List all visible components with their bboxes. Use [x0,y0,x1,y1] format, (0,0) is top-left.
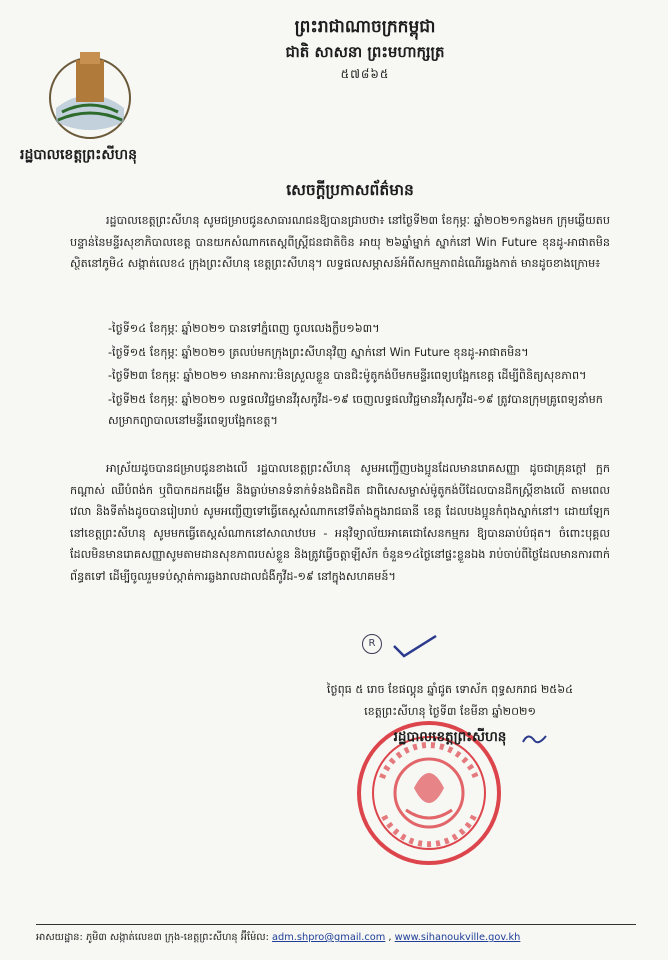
solar-date: ខេត្តព្រះសីហនុ ថ្ងៃទី៣ ខែមីនា ឆ្នាំ២០២១ [364,705,536,718]
timeline-item: -ថ្ងៃទី២៥ ខែកុម្ភៈ ឆ្នាំ២០២១ លទ្ធផលវិជ្ជមានវីរុសកូវីដ-១៩ ចេញលទ្ធផលវិជ្ជមានវីរុសកូវីដ-១៩ ត្រូវបានក្រុមគ្រូពេទ្យនាំមកសម្រាកព្យាបាលនៅមន្ទីរពេទ្យបង្អែកខេត្ត។ [108,392,603,427]
timeline-list [108,318,610,434]
lunar-date: ថ្ងៃពុធ ៥ រោច ខែផល្គុន ឆ្នាំជូត ទោស័ក ពុទ្ធសករាជ ២៥៦៤ [326,683,574,696]
email-link[interactable]: adm.shpro@gmail.com [272,932,386,943]
footer-separator: , [385,932,395,943]
province-logo [42,42,138,142]
ornament-divider: ៥៧៨៦៥ [340,67,390,81]
timeline-item: -ថ្ងៃទី១៥ ខែកុម្ភៈ ឆ្នាំ២០២១ ត្រលប់មកក្រុងព្រះសីហនុវិញ ស្នាក់នៅ Win Future ខុនដូ-អាផាតមិន។ [108,345,529,359]
timeline-item: -ថ្ងៃទី២៣ ខែកុម្ភៈ ឆ្នាំ២០២១ មានអាការៈមិនស្រួលខ្លួន បានជិះម៉ូតូកង់បីមកមន្ទីរពេទ្យបង្អែកខេត្ត ដើម្បីពិនិត្យសុខភាព។ [108,369,587,382]
footer-address: អាសយដ្ឋាន: ភូមិ៣ សង្កាត់លេខ៣ ក្រុង-ខេត្តព្រះសីហនុ អ៊ីម៉ែល: [36,932,273,943]
check-icon [390,632,440,662]
document-title: សេចក្តីប្រកាសព័ត៌មាន [286,180,414,199]
initial-mark: R [362,634,382,654]
footer-contact [36,930,656,946]
issuing-authority: រដ្ឋបាលខេត្តព្រះសីហនុ [20,147,137,163]
timeline-item: -ថ្ងៃទី១៤ ខែកុម្ភៈ ឆ្នាំ២០២១ បានទៅភ្នំពេញ ចូលលេងក្លឹប១៦៣។ [108,322,380,335]
signing-authority: រដ្ឋបាលខេត្តព្រះសីហនុ [393,729,507,745]
advisory-paragraph: អាស្រ័យដូចបានជម្រាបជូនខាងលើ រដ្ឋបាលខេត្តព្រះសីហនុ សូមអញ្ជើញបងប្អូនដែលមានរោគសញ្ញា ដូចជាគ្រុនក្តៅ ក្អក កណ្តាស់ ឈឺបំពង់ក ឬពិបាកដកដង្ហើម និងធ្លាប់មានទំនាក់ទំនងជិតដិត ជាពិសេសម្ចាស់ម៉ូតូកង់បីដែលបានដឹកស្ត្រីខាងលើ តាមពេលវេលា និងទីតាំងដូចបានរៀបរាប់ សូមអញ្ជើញទៅធ្វើតេស្តសំណាកនៅទីតាំងក្នុងរាជធានី ខេត្ត ដែលបងប្អូនកំពុងស្នាក់នៅ។ ដោយឡែកនៅខេត្តព្រះសីហនុ សូមមកធ្វើតេស្តសំណាកនៅសាលាឋបម - អនុវិទ្យាល័យអាគេជោសែនកម្មករ ឱ្យបានឆាប់បំផុត។ ចំពោះបុគ្គលដែលមិនមានរោគសញ្ញាសូមតាមដានសុខភាពរបស់ខ្លួន និងត្រូវធ្វើចត្តាឡីស័ក ចំនួន១៤ថ្ងៃនៅផ្ទះខ្លួនឯង រាប់ចាប់ពីថ្ងៃដែលមានការពាក់ព័ន្ធតទៅ ដើម្បីចូលរួមទប់ស្កាត់ការឆ្លងរាលដាលជំងឺកូវីដ-១៩ នៅក្នុងសហគមន៍។ [70,462,610,583]
website-link[interactable]: www.sihanoukville.gov.kh [394,932,521,943]
footer-divider [36,924,636,925]
intro-paragraph: រដ្ឋបាលខេត្តព្រះសីហនុ សូមជម្រាបជូនសាធារណជនឱ្យបានជ្រាបថា៖ នៅថ្ងៃទី២៣ ខែកុម្ភៈ ឆ្នាំ២០២១កន្លងមក ក្រុមឆ្លើយតបបន្ទាន់នៃមន្ទីរសុខាភិបាលខេត្ត បានយកសំណាកតេស្តពីស្ត្រីជនជាតិចិន អាយុ ២៦ឆ្នាំម្នាក់ ស្នាក់នៅ Win Future ខុនដូ-អាផាតមិន ស្ថិតនៅភូមិ៤ សង្កាត់លេខ៤ ក្រុងព្រះសីហនុ ខេត្តព្រះសីហនុ។ លទ្ធផលសម្ភាសន៍អំពីសកម្មភាពដំណើរឆ្លងកាត់ មានដូចខាងក្រោម៖ [70,214,610,270]
signature-mark [520,730,550,748]
kingdom-heading: ព្រះរាជាណាចក្រកម្ពុជា [294,17,436,37]
national-motto: ជាតិ សាសនា ព្រះមហាក្សត្រ [285,43,445,61]
